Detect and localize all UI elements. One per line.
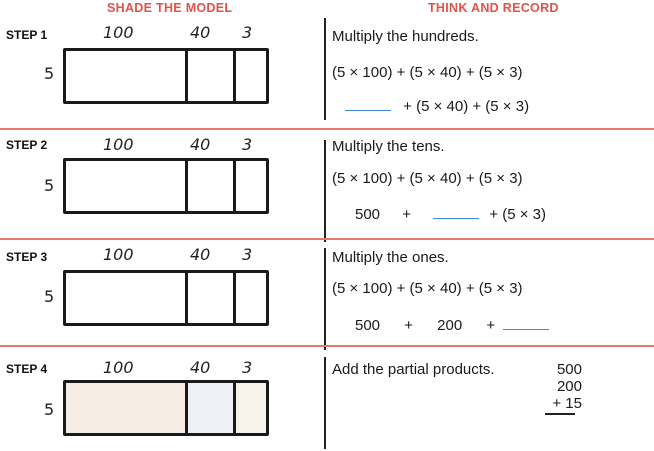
partial-value-tens: 200 [437,317,463,334]
column-divider [324,18,326,120]
header-shade-the-model: SHADE THE MODEL [107,1,233,15]
answer-blank[interactable] [345,96,391,111]
sum-addend-3: + 15 [552,395,582,412]
answer-blank[interactable] [433,204,479,219]
column-label-tens: 40 [190,245,211,264]
sum-addend-1: 500 [556,361,582,378]
partial-value-hundreds: 500 [355,317,381,334]
partial-line [355,315,549,334]
sum-rule [545,413,575,415]
model-section-hundreds [66,51,185,101]
column-label-ones: 3 [242,135,253,154]
header-think-and-record: THINK AND RECORD [428,1,559,15]
column-label-hundreds: 100 [103,135,134,154]
remaining-terms: + (5 × 40) + (5 × 3) [403,98,530,115]
expanded-expression: (5 × 100) + (5 × 40) + (5 × 3) [332,170,523,187]
model-section-ones [233,273,266,323]
area-model [63,48,269,104]
step-instruction: Multiply the ones. [332,249,449,266]
expanded-expression: (5 × 100) + (5 × 40) + (5 × 3) [332,280,523,297]
column-label-tens: 40 [190,23,211,42]
plus-sign: + [486,317,496,334]
sum-addend-2: 200 [556,378,582,395]
column-divider [324,140,326,242]
step-separator [0,345,654,347]
step-instruction: Add the partial products. [332,361,495,378]
model-section-tens [185,383,233,433]
column-label-ones: 3 [242,23,253,42]
step-label: STEP 4 [6,362,48,376]
model-section-tens [185,51,233,101]
remaining-terms: + (5 × 3) [489,206,547,223]
area-model-shaded [63,380,269,436]
step-instruction: Multiply the hundreds. [332,28,479,45]
column-label-hundreds: 100 [103,23,134,42]
model-section-tens [185,161,233,211]
step-label: STEP 1 [6,28,48,42]
model-section-ones [233,383,266,433]
model-section-hundreds [66,161,185,211]
answer-blank[interactable] [503,315,549,330]
row-factor-label: 5 [44,176,55,195]
model-section-tens [185,273,233,323]
model-section-ones [233,51,266,101]
partial-value-hundreds: 500 [355,206,381,223]
column-label-tens: 40 [190,135,211,154]
step-label: STEP 3 [6,250,48,264]
step-instruction: Multiply the tens. [332,138,445,155]
step-separator [0,238,654,240]
area-model [63,270,269,326]
column-label-tens: 40 [190,358,211,377]
row-factor-label: 5 [44,64,55,83]
area-model [63,158,269,214]
column-divider [324,357,326,449]
step-label: STEP 2 [6,138,48,152]
column-label-hundreds: 100 [103,245,134,264]
plus-sign: + [402,206,411,223]
row-factor-label: 5 [44,400,55,419]
row-factor-label: 5 [44,287,55,306]
column-label-hundreds: 100 [103,358,134,377]
partial-line [355,204,546,223]
plus-sign: + [404,317,413,334]
model-section-hundreds [66,383,185,433]
partial-line [345,96,529,115]
model-section-ones [233,161,266,211]
step-separator [0,128,654,130]
expanded-expression: (5 × 100) + (5 × 40) + (5 × 3) [332,64,523,81]
column-divider [324,248,326,350]
column-label-ones: 3 [242,358,253,377]
model-section-hundreds [66,273,185,323]
column-label-ones: 3 [242,245,253,264]
